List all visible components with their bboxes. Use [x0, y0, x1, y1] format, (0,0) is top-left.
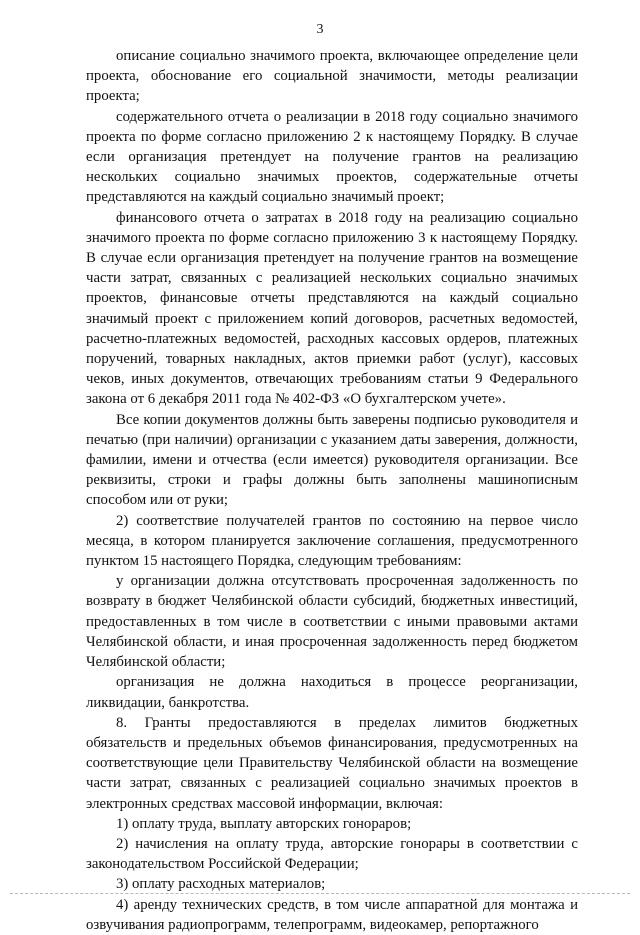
paragraph-no-reorganization: организация не должна находиться в процессе реорганизации, ликвидации, банкротства. — [86, 674, 578, 711]
paragraph-grant-limits: 8. Гранты предоставляются в пределах лимитов бюджетных обязательств и предельных объемов финансирования, предусмотренных на соответствующие цели Правительству Челябинской области на возмещение части затрат, связанных с реализацией социально значимых проектов в электронных средствах массовой информации, включая: — [86, 714, 578, 812]
list-item-labor-accruals: 2) начисления на оплату труда, авторские гонорары в соответствии с законодательством Российской Федерации; — [86, 835, 578, 873]
list-item-consumables: 3) оплату расходных материалов; — [116, 876, 326, 893]
paragraph-financial-report: финансового отчета о затратах в 2018 году на реализацию социально значимого проекта по форме согласно приложению 3 к настоящему Порядку. В случае если организация претендует на получение грантов на возмещение части затрат, связанных с реализацией нескольких социально значимых проектов, финансовые отчеты представляются на каждый социально значимый проект с приложением копий договоров, расчетных ведомостей, расчетно-платежных ведомостей, расходных кассовых ордеров, платежных поручений, товарных накладных, актов приемки работ (услуг), кассовых чеков, иных документов, отвечающих требованиям статьи 9 Федерального закона от 6 декабря 2011 года № 402-ФЗ «О бухгалтерском учете». — [86, 209, 578, 408]
paragraph-content-report: содержательного отчета о реализации в 2018 году социально значимого проекта по форме согласно приложению 2 к настоящему Порядку. В случае если организация претендует на получение грантов на реализацию нескольких социально значимых проектов, содержательные отчеты представляются на каждый социально значимый проект; — [86, 108, 578, 206]
document-body — [86, 46, 578, 935]
paragraph-project-description: описание социально значимого проекта, включающее определение цели проекта, обоснование его социальной значимости, методы реализации проекта; — [86, 48, 578, 105]
paragraph-document-certification: Все копии документов должны быть заверены подписью руководителя и печатью (при наличии) организации с указанием даты заверения, должности, фамилии, имени и отчества (если имеется) руководителя организации. Все реквизиты, строки и графы должны быть заполнены машинописным способом или от руки; — [86, 411, 578, 509]
page-bottom-divider — [10, 893, 630, 894]
page-number: 3 — [316, 22, 324, 37]
paragraph-no-overdue-debt: у организации должна отсутствовать просроченная задолженность по возврату в бюджет Челябинской области субсидий, бюджетных инвестиций, предоставленных в том числе в соответствии с иными правовыми актами Челябинской области, и иная просроченная задолженность перед бюджетом Челябинской области; — [86, 573, 578, 671]
paragraph-recipient-requirements: 2) соответствие получателей грантов по состоянию на первое число месяца, в котором планируется заключение соглашения, предусмотренного пунктом 15 настоящего Порядка, следующим требованиям: — [86, 512, 578, 570]
list-item-equipment-rental: 4) аренду технических средств, в том числе аппаратной для монтажа и озвучивания радиопрограмм, телепрограмм, видеокамер, репортажного — [86, 896, 578, 933]
list-item-labor-payment: 1) оплату труда, выплату авторских гонораров; — [116, 815, 412, 832]
